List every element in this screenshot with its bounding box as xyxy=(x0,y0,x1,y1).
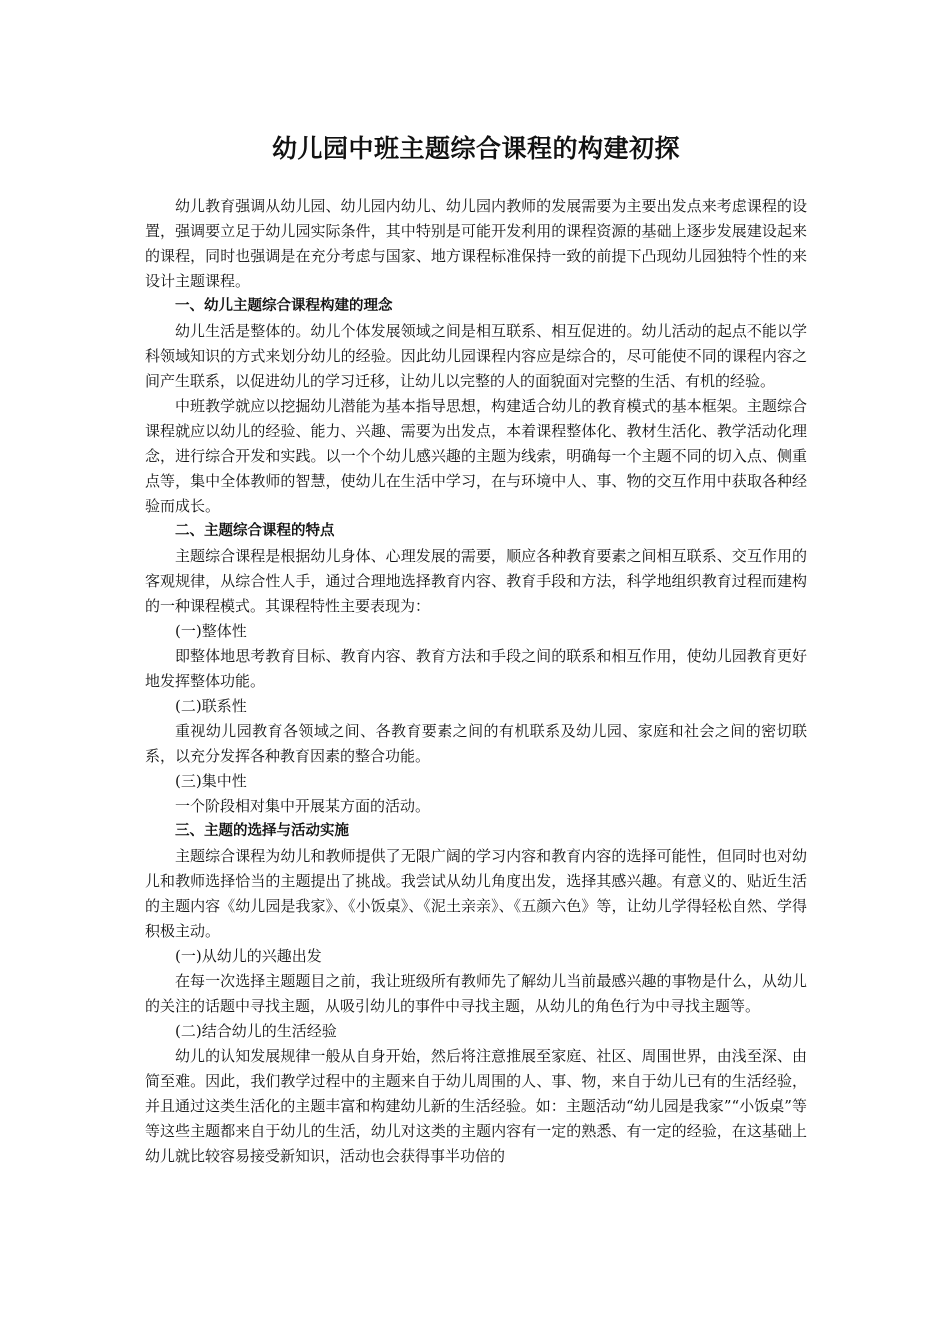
section-heading: 一、幼儿主题综合课程构建的理念 xyxy=(175,298,393,314)
paragraph: (二)结合幼儿的生活经验 xyxy=(175,1022,337,1040)
paragraph: 幼儿教育强调从幼儿园、幼儿园内幼儿、幼儿园内教师的发展需要为主要出发点来考虑课程的设置，强调要立足于幼儿园实际条件，其中特别是可能开发利用的课程资源的基础上逐步发展建设起来的课程，同时也强调是在充分考虑与国家、地方课程标准保持一致的前提下凸现幼儿园独特个性的来设计主题课程。 xyxy=(145,197,807,290)
paragraph: (一)整体性 xyxy=(175,622,247,640)
paragraph: (三)集中性 xyxy=(175,772,247,790)
paragraph: 主题综合课程是根据幼儿身体、心理发展的需要，顺应各种教育要素之间相互联系、交互作用的客观规律，从综合性人手，通过合理地选择教育内容、教育手段和方法，科学地组织教育过程而建构的一种课程模式。其课程特性主要表现为： xyxy=(145,547,807,615)
paragraph: (二)联系性 xyxy=(175,697,247,715)
document-page xyxy=(145,128,807,1169)
paragraph: 一个阶段相对集中开展某方面的活动。 xyxy=(175,797,431,815)
paragraph: 重视幼儿园教育各领域之间、各教育要素之间的有机联系及幼儿园、家庭和社会之间的密切联系，以充分发挥各种教育因素的整合功能。 xyxy=(145,722,807,765)
paragraph: 在每一次选择主题题目之前，我让班级所有教师先了解幼儿当前最感兴趣的事物是什么，从幼儿的关注的话题中寻找主题，从吸引幼儿的事件中寻找主题，从幼儿的角色行为中寻找主题等。 xyxy=(145,972,807,1015)
document-title: 幼儿园中班主题综合课程的构建初探 xyxy=(271,134,680,163)
section-heading: 二、主题综合课程的特点 xyxy=(175,523,335,539)
section-heading: 三、主题的选择与活动实施 xyxy=(175,823,349,839)
paragraph: 幼儿生活是整体的。幼儿个体发展领域之间是相互联系、相互促进的。幼儿活动的起点不能以学科领域知识的方式来划分幼儿的经验。因此幼儿园课程内容应是综合的，尽可能使不同的课程内容之间产生联系，以促进幼儿的学习迁移，让幼儿以完整的人的面貌面对完整的生活、有机的经验。 xyxy=(145,322,807,390)
paragraph: 中班教学就应以挖掘幼儿潜能为基本指导思想，构建适合幼儿的教育模式的基本框架。主题综合课程就应以幼儿的经验、能力、兴趣、需要为出发点，本着课程整体化、教材生活化、教学活动化理念，进行综合开发和实践。以一个个幼儿感兴趣的主题为线索，明确每一个主题不同的切入点、侧重点等，集中全体教师的智慧，使幼儿在生活中学习，在与环境中人、事、物的交互作用中获取各种经验而成长。 xyxy=(145,397,807,515)
paragraph: 主题综合课程为幼儿和教师提供了无限广阔的学习内容和教育内容的选择可能性，但同时也对幼儿和教师选择恰当的主题提出了挑战。我尝试从幼儿角度出发，选择其感兴趣。有意义的、贴近生活的主题内容《幼儿园是我家》、《小饭桌》、《泥土亲亲》、《五颜六色》等，让幼儿学得轻松自然、学得积极主动。 xyxy=(145,847,807,940)
document-body xyxy=(145,194,807,1169)
paragraph: 即整体地思考教育目标、教育内容、教育方法和手段之间的联系和相互作用，使幼儿园教育更好地发挥整体功能。 xyxy=(145,647,807,690)
paragraph: (一)从幼儿的兴趣出发 xyxy=(175,947,322,965)
paragraph: 幼儿的认知发展规律一般从自身开始，然后将注意推展至家庭、社区、周围世界，由浅至深、由简至难。因此，我们教学过程中的主题来自于幼儿周围的人、事、物，来自于幼儿已有的生活经验，并且通过这类生活化的主题丰富和构建幼儿新的生活经验。如：主题活动“幼儿园是我家”“小饭桌”等等这些主题都来自于幼儿的生活，幼儿对这类的主题内容有一定的熟悉、有一定的经验，在这基础上幼儿就比较容易接受新知识，活动也会获得事半功倍的 xyxy=(145,1047,807,1165)
